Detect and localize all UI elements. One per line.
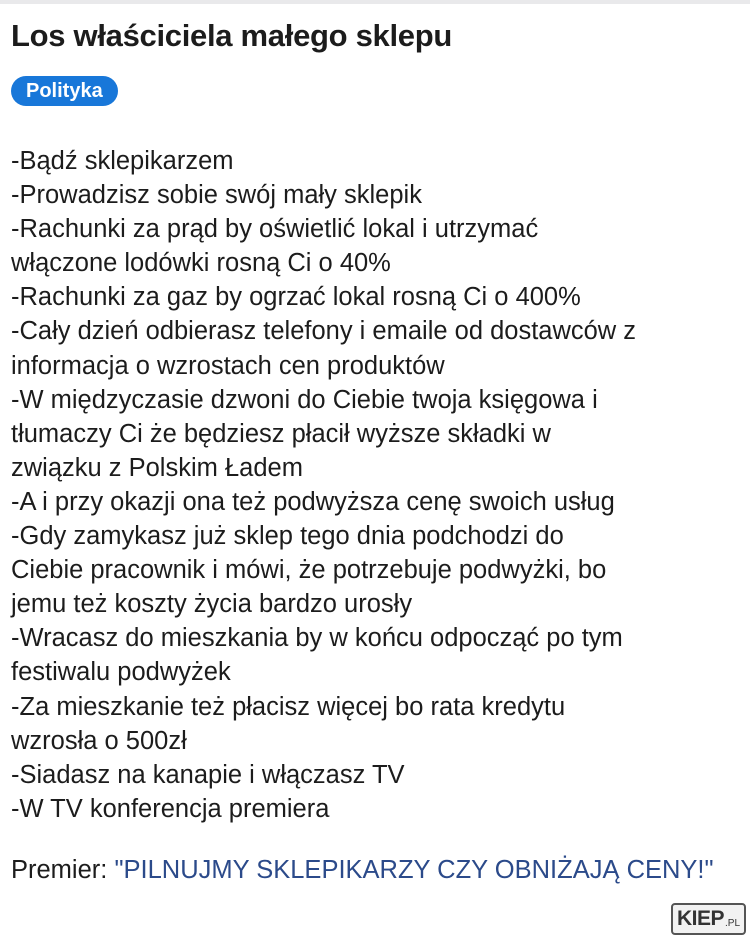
post-line: -Cały dzień odbierasz telefony i emaile od dostawców z (11, 317, 637, 346)
post-line: -Siadasz na kanapie i włączasz TV (11, 760, 405, 789)
post-line: -A i przy okazji ona też podwyższa cenę swoich usług (11, 487, 615, 516)
post-line: -W międzyczasie dzwoni do Ciebie twoja księgowa i (11, 385, 598, 414)
post-line: -Gdy zamykasz już sklep tego dnia podchodzi do (11, 522, 564, 551)
post-line: tłumaczy Ci że będziesz płacił wyższe składki w (11, 419, 551, 448)
post-line: jemu też koszty życia bardzo urosły (11, 590, 413, 619)
post-line: Ciebie pracownik i mówi, że potrzebuje podwyżki, bo (11, 556, 607, 585)
quote-text: "PILNUJMY SKLEPIKARZY CZY OBNIŻAJĄ CENY!" (114, 856, 714, 884)
kiep-watermark-logo (671, 903, 746, 935)
premier-quote (11, 853, 746, 887)
post-line: -Za mieszkanie też płacisz więcej bo rata kredytu (11, 692, 566, 721)
watermark-main: KIEP (677, 907, 725, 930)
quote-speaker: Premier: (11, 856, 108, 884)
post-line: informacja o wzrostach cen produktów (11, 351, 445, 380)
post-line: wzrosła o 500zł (11, 726, 187, 755)
watermark-sub: .PL (725, 917, 741, 929)
post-line: festiwalu podwyżek (11, 658, 231, 687)
post-line: związku z Polskim Ładem (11, 453, 303, 482)
post-line: -Rachunki za gaz by ogrzać lokal rosną Ci o 400% (11, 283, 581, 312)
post-line: -Prowadzisz sobie swój mały sklepik (11, 181, 422, 210)
post-title: Los właściciela małego sklepu (11, 18, 452, 53)
top-divider (0, 0, 750, 4)
category-badge[interactable]: Polityka (11, 76, 118, 106)
post-line: -Bądź sklepikarzem (11, 147, 234, 175)
post-body (11, 144, 746, 826)
post-line: -W TV konferencja premiera (11, 794, 330, 823)
post-line: -Rachunki za prąd by oświetlić lokal i utrzymać (11, 215, 539, 244)
post-line: -Wracasz do mieszkania by w końcu odpocząć po tym (11, 624, 623, 653)
post-line: włączone lodówki rosną Ci o 40% (11, 249, 391, 278)
